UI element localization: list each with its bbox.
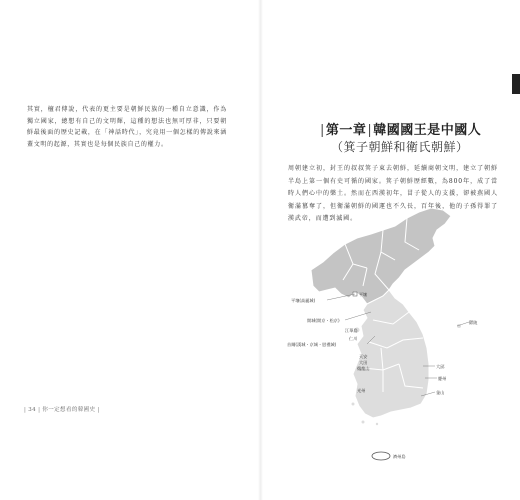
chapter-subtitle: （箕子朝鮮和衛氏朝鮮） bbox=[331, 140, 469, 154]
chapter-heading bbox=[319, 119, 481, 138]
footer-divider: | bbox=[97, 407, 100, 413]
footer-divider: | bbox=[24, 407, 27, 413]
map-label-seoul: 首爾(漢城・京城・慰禮城) bbox=[287, 342, 337, 347]
map-jeju-island bbox=[372, 452, 390, 460]
map-label-kaesong: 開城(開京・松京) bbox=[307, 318, 340, 323]
map-island bbox=[376, 423, 378, 425]
left-page bbox=[0, 0, 258, 500]
map-label-ganghwa: 江華島 bbox=[345, 328, 358, 333]
running-book-title: 你一定想看的韓國史 bbox=[42, 407, 96, 413]
map-label-busan: 釜山 bbox=[436, 390, 445, 395]
chapter-edge-tab bbox=[512, 74, 520, 94]
map-label-gyeongju: 慶州 bbox=[438, 376, 447, 381]
map-label-ulleung: 鬱陵 bbox=[469, 320, 478, 325]
map-island bbox=[362, 421, 365, 424]
heading-bar: | bbox=[320, 123, 325, 138]
map-label-daegu: 大邱 bbox=[436, 364, 445, 369]
map-label-gwangju: 光州 bbox=[357, 388, 366, 393]
korea-map bbox=[283, 208, 513, 468]
map-label-daejeon: 大田 bbox=[359, 360, 368, 365]
right-page bbox=[263, 0, 520, 500]
map-label-gyeryong: 鷄龍山 bbox=[357, 366, 370, 371]
map-label-pyongyang-marker: 平壤 bbox=[359, 292, 367, 297]
chapter-title: 韓國國王是中國人 bbox=[373, 123, 482, 138]
map-label-incheon: 仁川 bbox=[349, 336, 358, 341]
map-north-region bbox=[311, 208, 451, 304]
map-label-jeju: 濟州島 bbox=[393, 454, 406, 459]
map-label-pyongyang: 平壤(高麗城) bbox=[291, 298, 316, 303]
chapter-intro-paragraph: 周朝建立初，封王的叔叔箕子東去朝鮮，延續商朝文明，建立了朝鮮半島上第一個有史可循的國家。箕子朝鮮歷經數，為800年，成了當時人們心中的樂土。然而在西漢初年，冒子從人的支援，卻被燕國人衛滿篡奪了，但衛滿朝鮮的國運也不久長，百年後，他的子孫得罪了漢武帝，而遭到滅國。 bbox=[288, 165, 498, 222]
heading-bar: | bbox=[367, 123, 373, 138]
footer-divider: | bbox=[38, 407, 41, 413]
left-page-paragraph: 其實，檀君傳說，代表的更主要是朝鮮民族的一種自立意識，作為獨立國家，總想有自己的文明輝，這種的想法也無可厚非，只要朝鮮最後面的歷史記載，在「神話時代」，究竟用一個怎樣的傳說來涵蓋文明的起源，其實也是每個民族自己的權力。 bbox=[27, 106, 227, 148]
map-island bbox=[352, 403, 355, 406]
page-number: 34 bbox=[28, 407, 37, 413]
map-label-cheonan: 天安 bbox=[359, 354, 368, 359]
map-leader-line bbox=[457, 322, 469, 326]
chapter-label: 第一章 bbox=[325, 123, 367, 138]
page-footer bbox=[22, 405, 102, 413]
map-leader-line bbox=[327, 294, 355, 300]
